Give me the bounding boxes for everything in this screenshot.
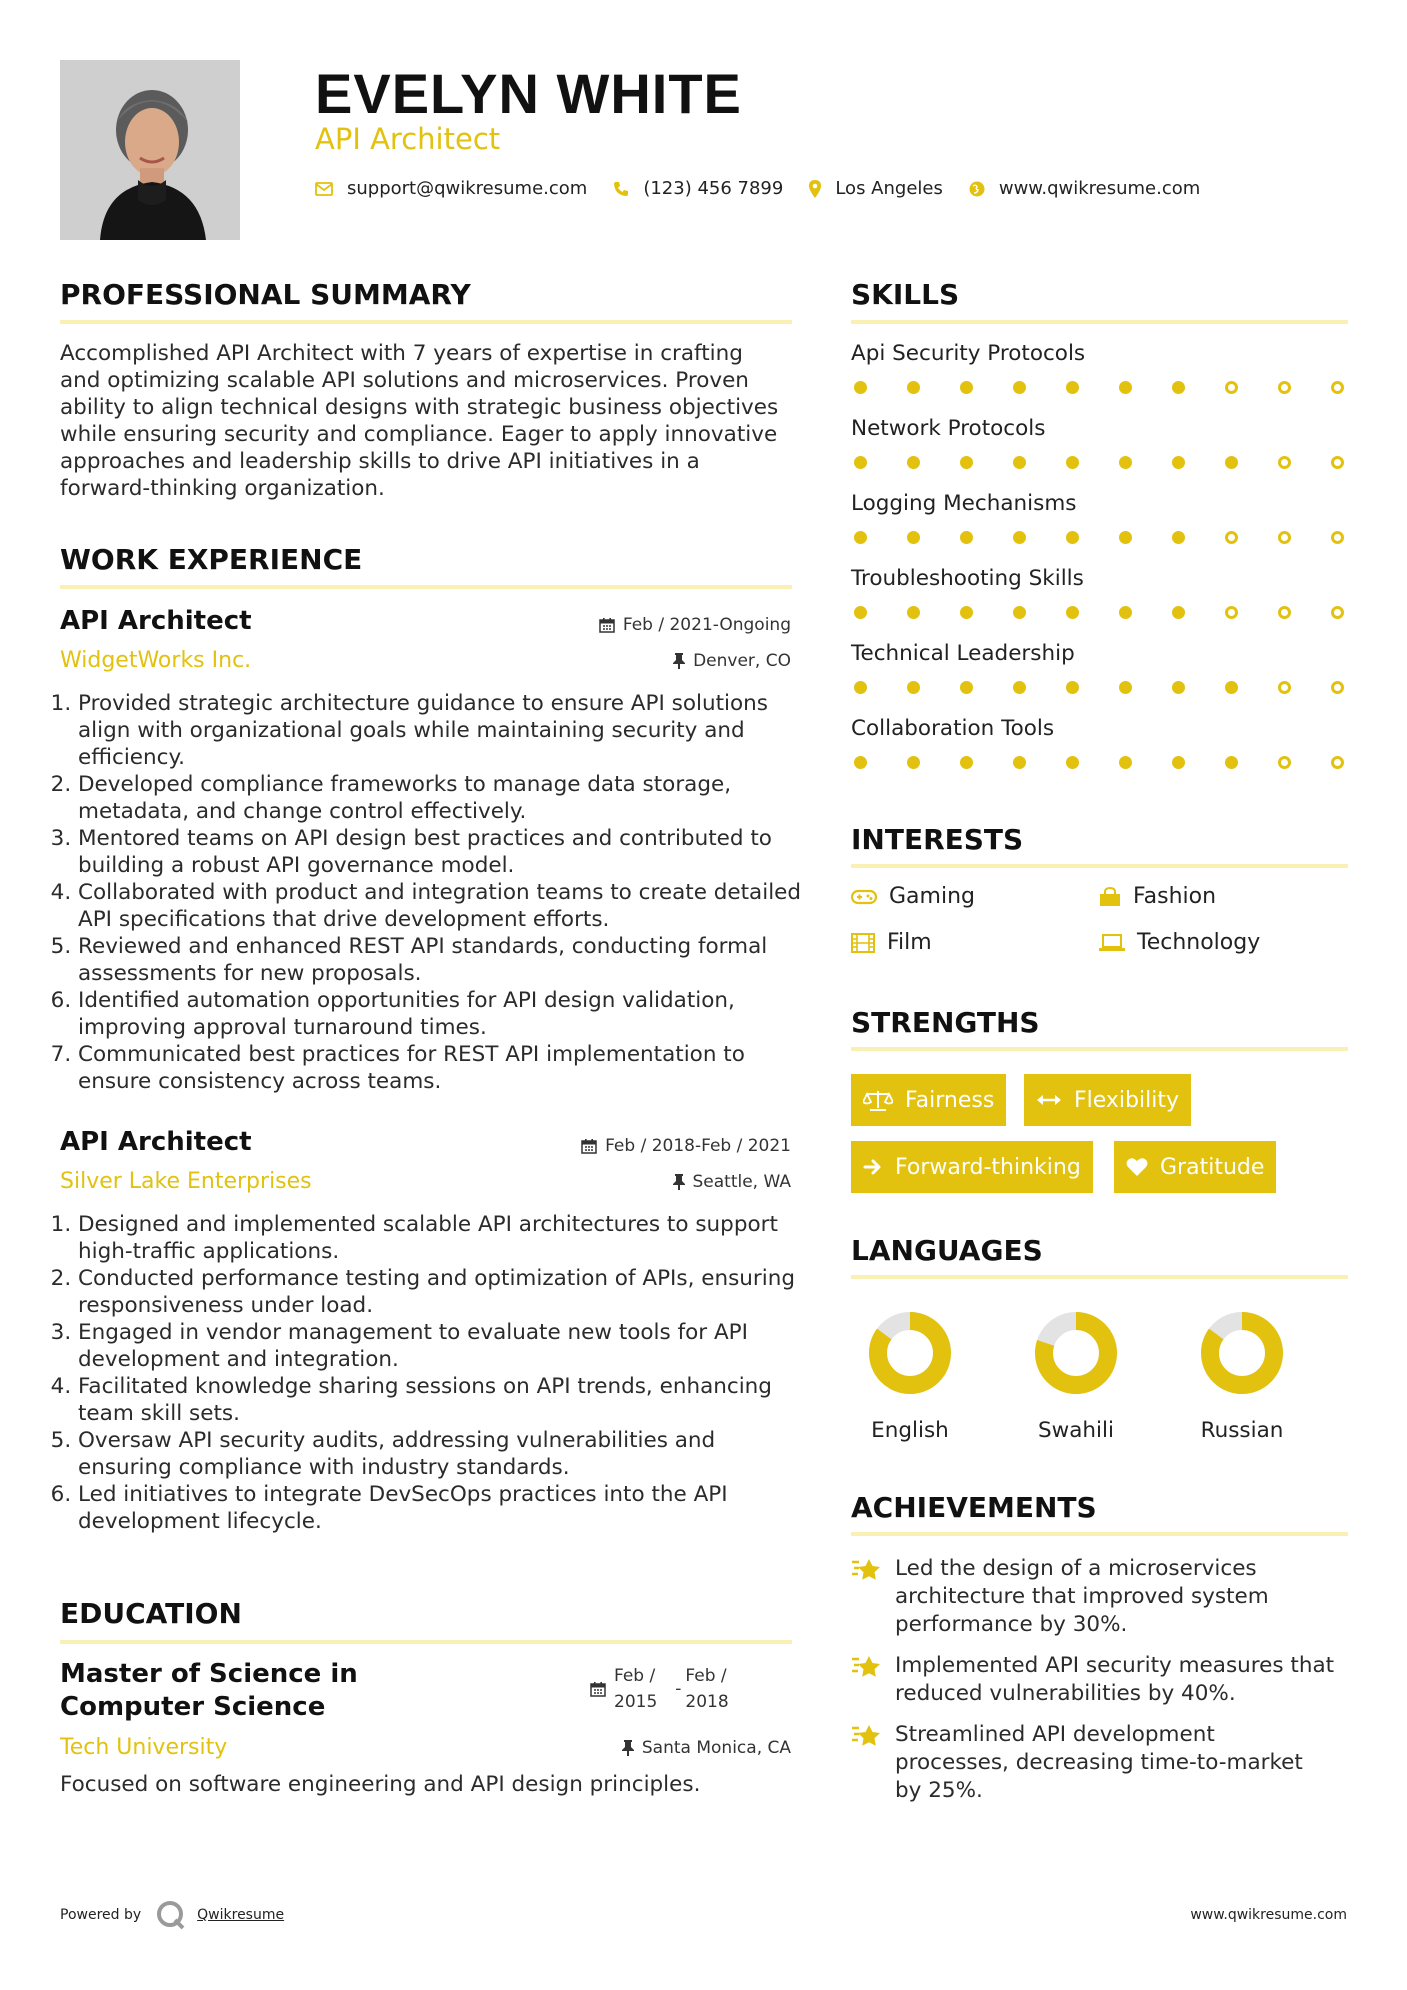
strength-badge xyxy=(851,1074,1006,1126)
interest-film xyxy=(851,930,932,955)
education-divider xyxy=(60,1640,792,1644)
rating-dot-filled xyxy=(1013,606,1026,619)
contact-location xyxy=(809,178,943,199)
interest-label: Gaming xyxy=(889,884,975,909)
rating-dot-filled xyxy=(854,756,867,769)
language-name: Swahili xyxy=(1038,1418,1114,1443)
rating-dot-filled xyxy=(1225,456,1238,469)
interest-label: Film xyxy=(887,930,932,955)
rating-dot-empty xyxy=(1278,756,1291,769)
list-item: 5. Oversaw API security audits, addressing vulnerabilities and ensuring compliance with industry standards. xyxy=(78,1427,813,1481)
pushpin-icon xyxy=(673,653,685,669)
list-item: 4. Facilitated knowledge sharing sessions on API trends, enhancing team skill sets. xyxy=(78,1373,813,1427)
list-item: 3. Engaged in vendor management to evaluate new tools for API development and integration. xyxy=(78,1319,813,1373)
rating-dot-empty xyxy=(1278,381,1291,394)
rating-dot-filled xyxy=(1119,606,1132,619)
company-name: WidgetWorks Inc. xyxy=(60,648,252,673)
strength-badge xyxy=(1114,1141,1276,1193)
strength-label: Flexibility xyxy=(1074,1087,1179,1113)
education-heading: EDUCATION xyxy=(60,1597,242,1630)
list-item: 3. Mentored teams on API design best practices and contributed to building a robust API governance model. xyxy=(78,825,813,879)
skill-name: Network Protocols xyxy=(851,416,1046,441)
rating-dot-filled xyxy=(1013,531,1026,544)
rating-dot-empty xyxy=(1331,756,1344,769)
strength-label: Gratitude xyxy=(1160,1154,1265,1180)
calendar-icon xyxy=(599,617,615,633)
achievements-divider xyxy=(851,1532,1348,1536)
interest-label: Fashion xyxy=(1133,884,1217,909)
date-start-line1: Feb / xyxy=(614,1666,656,1686)
rating-dot-filled xyxy=(1172,681,1185,694)
skill-name: Troubleshooting Skills xyxy=(851,566,1084,591)
rating-dot-filled xyxy=(907,456,920,469)
rating-dot-empty xyxy=(1278,606,1291,619)
list-item: 2. Conducted performance testing and optimization of APIs, ensuring responsiveness under load. xyxy=(78,1265,813,1319)
language-item xyxy=(1182,1310,1302,1443)
achievement-text: Streamlined API development processes, decreasing time-to-market by 25%. xyxy=(895,1722,1303,1803)
footer-powered-by xyxy=(60,1900,284,1930)
interest-fashion xyxy=(1099,884,1216,909)
rating-dot-filled xyxy=(1172,756,1185,769)
rating-dot-empty xyxy=(1225,531,1238,544)
education-date xyxy=(590,1663,729,1715)
pushpin-icon xyxy=(673,1174,685,1190)
powered-by-text: Powered by xyxy=(60,1907,142,1923)
rating-dot-filled xyxy=(1172,606,1185,619)
candidate-role: API Architect xyxy=(315,122,501,156)
degree-title: Master of Science in Computer Science xyxy=(60,1659,358,1722)
rating-dot-filled xyxy=(1013,681,1026,694)
rating-dot-empty xyxy=(1331,606,1344,619)
language-name: English xyxy=(871,1418,949,1443)
contact-phone[interactable] xyxy=(613,178,783,199)
rating-dot-filled xyxy=(907,381,920,394)
rating-dot-filled xyxy=(960,756,973,769)
balance-scale-icon xyxy=(863,1089,893,1111)
achievement-text: Led the design of a microservices architecture that improved system performance by 30%. xyxy=(895,1556,1269,1637)
phone-text: (123) 456 7899 xyxy=(643,178,784,199)
strengths-divider xyxy=(851,1047,1348,1051)
interests-heading: INTERESTS xyxy=(851,823,1024,856)
contact-email[interactable] xyxy=(315,178,587,199)
job-title: API Architect xyxy=(60,606,252,636)
company-name: Silver Lake Enterprises xyxy=(60,1169,312,1194)
experience-heading: WORK EXPERIENCE xyxy=(60,543,363,576)
rating-dot-filled xyxy=(1119,681,1132,694)
languages-divider xyxy=(851,1275,1348,1279)
rating-dot-filled xyxy=(1066,456,1079,469)
job-date-text: Feb / 2021-Ongoing xyxy=(622,615,791,635)
strengths-heading: STRENGTHS xyxy=(851,1006,1040,1039)
strength-badge xyxy=(1024,1074,1191,1126)
rating-dot-empty xyxy=(1278,456,1291,469)
email-text: support@qwikresume.com xyxy=(347,178,588,199)
education-location-text: Santa Monica, CA xyxy=(641,1738,791,1758)
skill-rating xyxy=(854,606,1344,619)
job-location-text: Seattle, WA xyxy=(692,1172,791,1192)
interest-gaming xyxy=(851,884,975,909)
skill-name: Logging Mechanisms xyxy=(851,491,1077,516)
qwikresume-logo-icon xyxy=(155,1900,187,1930)
rating-dot-empty xyxy=(1331,531,1344,544)
rating-dot-empty xyxy=(1331,681,1344,694)
language-item xyxy=(850,1310,970,1443)
rating-dot-filled xyxy=(1013,456,1026,469)
experience-divider xyxy=(60,585,792,589)
star-icon xyxy=(851,1722,883,1750)
job-date-text: Feb / 2018-Feb / 2021 xyxy=(605,1136,791,1156)
shopping-bag-icon xyxy=(1099,887,1121,907)
skill-name: Technical Leadership xyxy=(851,641,1075,666)
rating-dot-filled xyxy=(1119,756,1132,769)
skills-heading: SKILLS xyxy=(851,278,960,311)
rating-dot-filled xyxy=(1172,531,1185,544)
website-text: www.qwikresume.com xyxy=(998,178,1201,199)
school-name: Tech University xyxy=(60,1735,228,1760)
achievements-heading: ACHIEVEMENTS xyxy=(851,1491,1097,1524)
rating-dot-empty xyxy=(1225,606,1238,619)
qwikresume-link[interactable]: Qwikresume xyxy=(197,1907,285,1923)
map-marker-icon xyxy=(809,180,821,198)
job-date xyxy=(581,1136,791,1156)
skill-rating xyxy=(854,456,1344,469)
summary-heading: PROFESSIONAL SUMMARY xyxy=(60,278,471,311)
interest-label: Technology xyxy=(1137,930,1261,955)
rating-dot-filled xyxy=(1119,381,1132,394)
rating-dot-filled xyxy=(1172,456,1185,469)
rating-dot-filled xyxy=(1225,681,1238,694)
list-item: 7. Communicated best practices for REST API implementation to ensure consistency across teams. xyxy=(78,1041,813,1095)
rating-dot-filled xyxy=(1066,681,1079,694)
rating-dot-filled xyxy=(960,606,973,619)
rating-dot-filled xyxy=(1119,456,1132,469)
interest-technology xyxy=(1099,930,1260,955)
summary-text: Accomplished API Architect with 7 years of expertise in crafting and optimizing scalable API solutions and microservices. Proven ability to align technical designs with strategic business objectives while ensuring security and compliance. Eager to apply innovative approaches and leadership skills to drive API initiatives in a forward-thinking organization. xyxy=(60,341,779,501)
portrait-illustration xyxy=(60,60,240,240)
rating-dot-filled xyxy=(1119,531,1132,544)
star-icon xyxy=(851,1556,883,1584)
laptop-icon xyxy=(1099,934,1125,952)
profile-photo xyxy=(60,60,240,240)
list-item: 1. Provided strategic architecture guidance to ensure API solutions align with organizational goals while maintaining security and efficiency. xyxy=(78,690,813,771)
list-item: 6. Identified automation opportunities for API design validation, improving approval turnaround times. xyxy=(78,987,813,1041)
strength-label: Forward-thinking xyxy=(895,1154,1081,1180)
candidate-name: EVELYN WHITE xyxy=(315,62,742,125)
language-ring xyxy=(1199,1310,1285,1396)
gamepad-icon xyxy=(851,889,877,905)
arrows-horizontal-icon xyxy=(1036,1093,1062,1107)
date-end-line1: Feb / xyxy=(685,1666,727,1686)
language-name: Russian xyxy=(1200,1418,1284,1443)
rating-dot-filled xyxy=(1172,381,1185,394)
rating-dot-filled xyxy=(854,681,867,694)
language-ring xyxy=(867,1310,953,1396)
skill-name: Api Security Protocols xyxy=(851,341,1086,366)
rating-dot-filled xyxy=(1066,531,1079,544)
rating-dot-empty xyxy=(1278,681,1291,694)
rating-dot-filled xyxy=(854,531,867,544)
rating-dot-filled xyxy=(854,456,867,469)
job-location xyxy=(673,651,791,671)
date-end-line2: 2018 xyxy=(685,1692,729,1712)
heart-icon xyxy=(1126,1157,1148,1177)
skill-name: Collaboration Tools xyxy=(851,716,1055,741)
rating-dot-empty xyxy=(1331,381,1344,394)
list-item: 1. Designed and implemented scalable API architectures to support high-traffic applications. xyxy=(78,1211,813,1265)
list-item: 6. Led initiatives to integrate DevSecOps practices into the API development lifecycle. xyxy=(78,1481,813,1535)
contact-bar xyxy=(315,178,1226,199)
rating-dot-empty xyxy=(1331,456,1344,469)
list-item: 5. Reviewed and enhanced REST API standards, conducting formal assessments for new proposals. xyxy=(78,933,813,987)
pushpin-icon xyxy=(622,1740,634,1756)
rating-dot-filled xyxy=(907,756,920,769)
duties-list xyxy=(60,690,813,1095)
job-date xyxy=(599,615,791,635)
rating-dot-filled xyxy=(1066,756,1079,769)
achievement-text: Implemented API security measures that reduced vulnerabilities by 40%. xyxy=(895,1653,1335,1706)
globe-icon xyxy=(969,181,985,197)
rating-dot-filled xyxy=(1066,381,1079,394)
date-start-line2: 2015 xyxy=(614,1692,658,1712)
rating-dot-filled xyxy=(1225,756,1238,769)
rating-dot-filled xyxy=(907,606,920,619)
duties-list xyxy=(60,1211,813,1535)
language-item xyxy=(1016,1310,1136,1443)
education-description: Focused on software engineering and API design principles. xyxy=(60,1772,701,1797)
date-end xyxy=(685,1663,728,1715)
achievement-item xyxy=(851,1652,1335,1708)
rating-dot-filled xyxy=(907,681,920,694)
rating-dot-empty xyxy=(1225,381,1238,394)
summary-divider xyxy=(60,320,792,324)
skill-rating xyxy=(854,681,1344,694)
star-icon xyxy=(851,1653,883,1681)
rating-dot-filled xyxy=(1066,606,1079,619)
strength-label: Fairness xyxy=(905,1087,995,1113)
arrow-right-icon xyxy=(863,1158,883,1176)
rating-dot-filled xyxy=(960,681,973,694)
language-ring xyxy=(1033,1310,1119,1396)
rating-dot-filled xyxy=(1013,381,1026,394)
date-separator: - xyxy=(675,1679,682,1699)
rating-dot-filled xyxy=(907,531,920,544)
date-start xyxy=(614,1663,657,1715)
rating-dot-empty xyxy=(1278,531,1291,544)
rating-dot-filled xyxy=(1013,756,1026,769)
achievement-item xyxy=(851,1721,1335,1805)
list-item: 2. Developed compliance frameworks to manage data storage, metadata, and change control effectively. xyxy=(78,771,813,825)
rating-dot-filled xyxy=(960,531,973,544)
skill-rating xyxy=(854,381,1344,394)
job-location-text: Denver, CO xyxy=(693,651,791,671)
contact-website[interactable] xyxy=(969,178,1200,199)
education-location xyxy=(622,1738,791,1758)
job-title: API Architect xyxy=(60,1127,252,1157)
rating-dot-filled xyxy=(960,456,973,469)
rating-dot-filled xyxy=(854,381,867,394)
list-item: 4. Collaborated with product and integration teams to create detailed API specifications that drive development efforts. xyxy=(78,879,813,933)
interests-divider xyxy=(851,864,1348,868)
location-text: Los Angeles xyxy=(835,178,943,199)
strength-badge xyxy=(851,1141,1093,1193)
envelope-icon xyxy=(315,182,333,196)
calendar-icon xyxy=(590,1681,606,1697)
skill-rating xyxy=(854,531,1344,544)
languages-heading: LANGUAGES xyxy=(851,1234,1043,1267)
achievement-item xyxy=(851,1555,1335,1639)
film-icon xyxy=(851,933,875,953)
rating-dot-filled xyxy=(854,606,867,619)
phone-icon xyxy=(613,181,629,197)
skill-rating xyxy=(854,756,1344,769)
job-location xyxy=(673,1172,792,1192)
footer-website[interactable]: www.qwikresume.com xyxy=(1190,1907,1347,1923)
skills-divider xyxy=(851,320,1348,324)
rating-dot-filled xyxy=(960,381,973,394)
calendar-icon xyxy=(581,1138,597,1154)
